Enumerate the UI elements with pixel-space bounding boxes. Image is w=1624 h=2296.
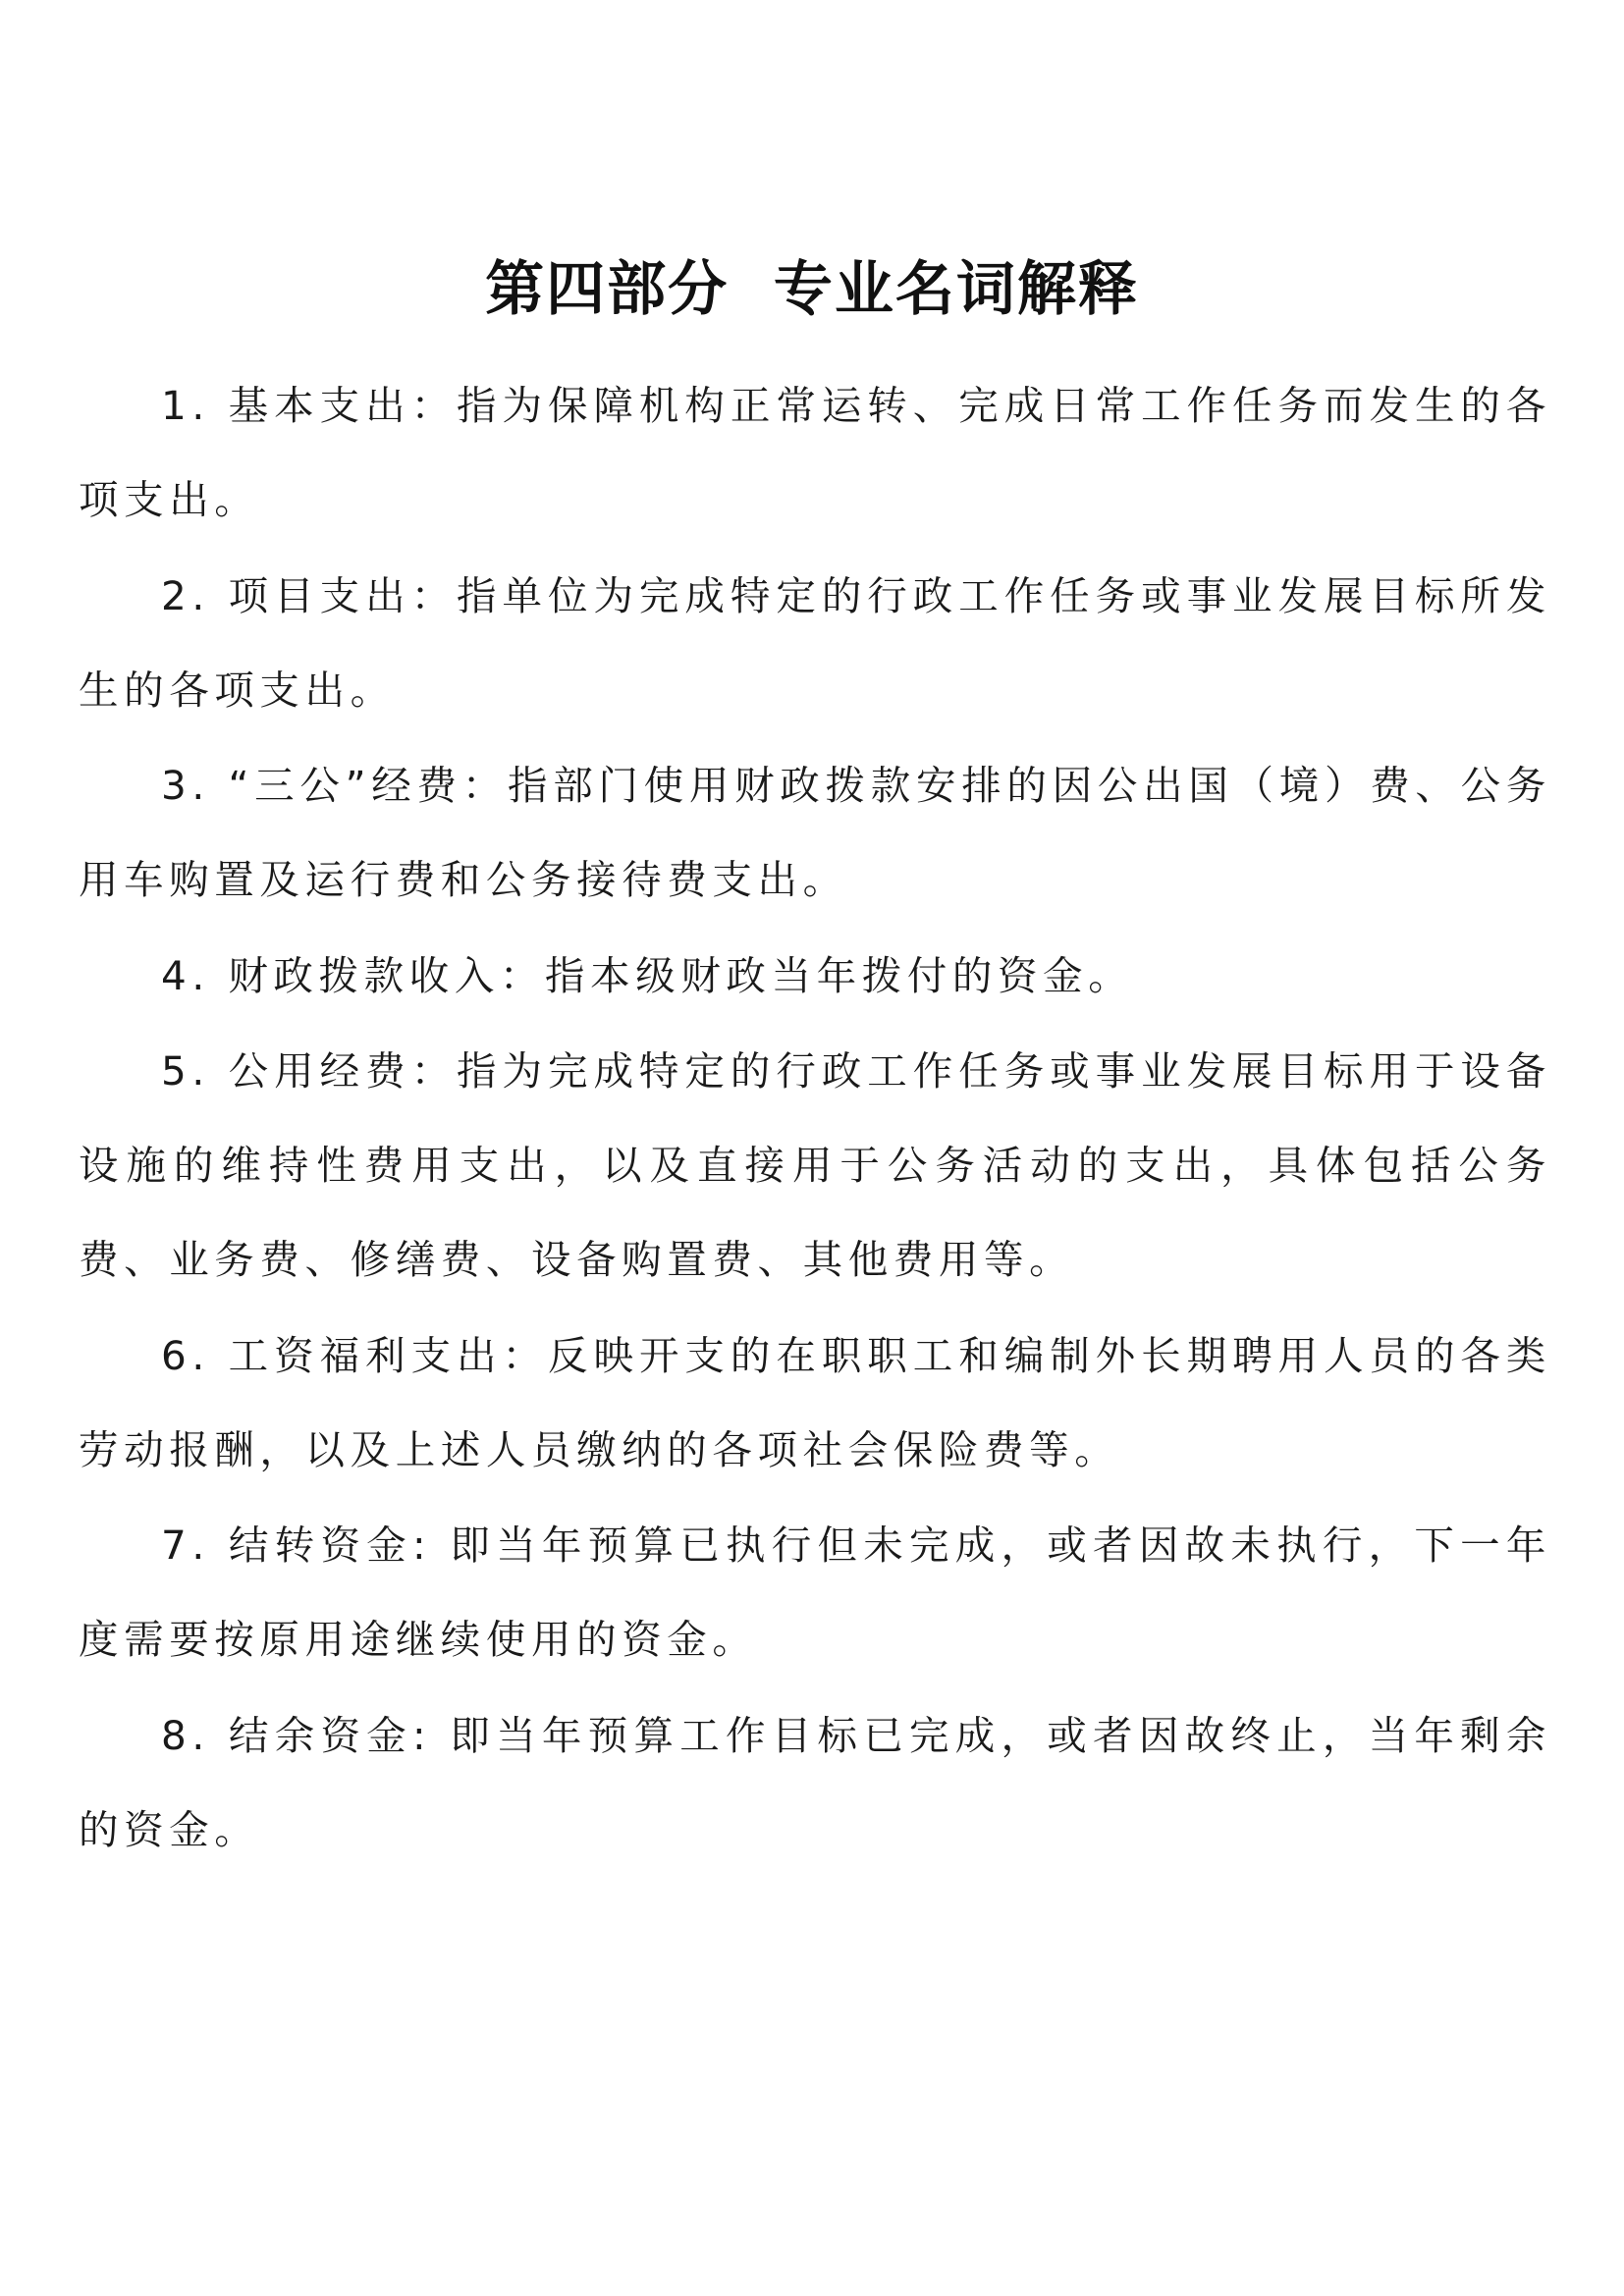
glossary-term: 8. 结余资金: (161, 1711, 451, 1759)
glossary-entry-wage-welfare-expenditure (79, 1308, 1551, 1497)
glossary-term: 3. “三公”经费： (161, 762, 508, 809)
glossary-list (79, 358, 1551, 1878)
glossary-definition: 指部门使用财政拨款安排的因公出国（境）费、公务用车购置及运行费和公务接待费支出。 (79, 762, 1551, 903)
glossary-term: 1. 基本支出： (161, 382, 458, 429)
glossary-entry-public-funds (79, 1024, 1551, 1307)
glossary-definition: 指本级财政当年拨付的资金。 (545, 951, 1134, 999)
glossary-term: 5. 公用经费： (161, 1047, 458, 1095)
glossary-definition: 即当年预算已执行但未完成，或者因故未执行，下一年度需要按原用途继续使用的资金。 (79, 1522, 1551, 1663)
glossary-term: 4. 财政拨款收入： (161, 951, 546, 999)
glossary-definition: 指为完成特定的行政工作任务或事业发展目标用于设备设施的维持性费用支出，以及直接用于公务活动的支出，具体包括公务费、业务费、修缮费、设备购置费、其他费用等。 (79, 1047, 1551, 1283)
glossary-entry-basic-expenditure (79, 358, 1551, 547)
glossary-entry-project-expenditure (79, 549, 1551, 737)
glossary-term: 2. 项目支出： (161, 571, 458, 619)
glossary-definition: 指为保障机构正常运转、完成日常工作任务而发生的各项支出。 (79, 382, 1551, 523)
glossary-entry-carryover-funds (79, 1498, 1551, 1686)
glossary-definition: 指单位为完成特定的行政工作任务或事业发展目标所发生的各项支出。 (79, 571, 1551, 714)
page-title: 第四部分 专业名词解释 (485, 255, 1139, 324)
glossary-entry-fiscal-appropriation-income (79, 929, 1551, 1023)
glossary-term: 7. 结转资金: (161, 1522, 451, 1569)
glossary-term: 6. 工资福利支出： (161, 1331, 548, 1379)
glossary-definition: 反映开支的在职职工和编制外长期聘用人员的各类劳动报酬，以及上述人员缴纳的各项社会保险费等。 (79, 1331, 1552, 1473)
glossary-definition: 即当年预算工作目标已完成，或者因故终止，当年剩余的资金。 (79, 1711, 1551, 1853)
glossary-entry-surplus-funds (79, 1688, 1551, 1877)
glossary-entry-three-public-funds (79, 738, 1551, 927)
